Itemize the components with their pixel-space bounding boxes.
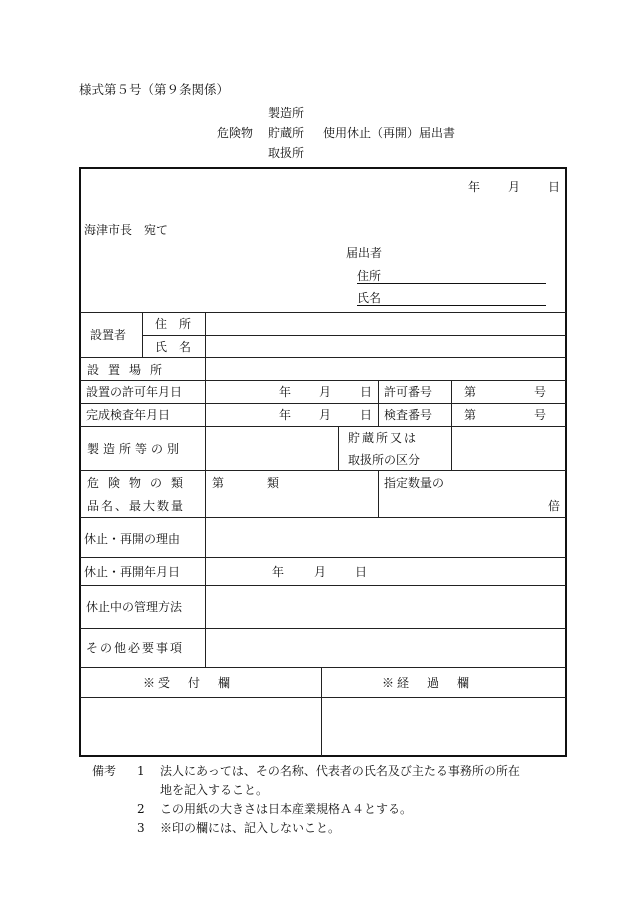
permit-number-label: 許可番号 (384, 385, 433, 399)
note-3: ※印の欄には、記入しないこと。 (160, 821, 341, 835)
hazmat-name-label: 品名、最大数量 (87, 499, 186, 513)
date-year: 年 (468, 180, 481, 194)
notifier-name-line[interactable] (357, 305, 546, 306)
reason-label: 休止・再開の理由 (84, 532, 181, 546)
row-divider (80, 403, 566, 404)
note-2-number: 2 (137, 802, 145, 816)
reason-field[interactable] (208, 521, 564, 554)
progress-header: ※経 過 欄 (382, 676, 473, 690)
col-divider (451, 380, 452, 470)
suspend-date-year: 年 (272, 565, 285, 579)
col-divider (378, 470, 379, 517)
col-divider (142, 312, 143, 357)
installer-label: 設置者 (90, 328, 127, 342)
suspend-date-label: 休止・再開年月日 (84, 565, 181, 579)
inspection-date-year: 年 (279, 408, 292, 422)
progress-box (324, 700, 564, 754)
notes-heading: 備考 (92, 764, 117, 778)
storage-class-field[interactable] (454, 430, 564, 466)
row-divider (80, 667, 566, 668)
other-label: その他必要事項 (86, 641, 185, 655)
row-divider (80, 585, 566, 586)
note-3-number: 3 (137, 821, 145, 835)
inspection-number-label: 検査番号 (384, 408, 433, 422)
note-1-number: 1 (137, 764, 145, 778)
permit-number-suffix: 号 (534, 385, 547, 399)
installer-name-field[interactable] (208, 338, 564, 355)
inspection-date-month: 月 (319, 408, 332, 422)
inspection-date-day: 日 (360, 408, 373, 422)
permit-date-year: 年 (279, 385, 292, 399)
note-1-line-1: 法人にあっては、その名称、代表者の氏名及び主たる事務所の所在 (160, 764, 520, 778)
reception-header: ※受 付 欄 (143, 676, 234, 690)
notifier-label: 届出者 (346, 246, 383, 260)
inspection-number-suffix: 号 (534, 408, 547, 422)
title-handling: 取扱所 (268, 146, 305, 160)
times-label: 倍 (548, 499, 561, 513)
facility-type-label: 製造所等の別 (87, 442, 184, 456)
permit-date-day: 日 (360, 385, 373, 399)
notifier-name-label: 氏名 (357, 291, 382, 305)
title-suffix: 使用休止（再開）届出書 (323, 126, 456, 140)
row-divider (80, 628, 566, 629)
row-divider (80, 557, 566, 558)
hazmat-class-label: 危険物の類 (87, 476, 193, 490)
hazmat-class-prefix: 第 (212, 476, 225, 490)
storage-class-label-1: 貯蔵所又は (348, 431, 419, 445)
installer-name-label: 氏 名 (155, 340, 192, 354)
location-field[interactable] (208, 361, 564, 378)
col-divider (338, 426, 339, 470)
note-2: この用紙の大きさは日本産業規格Ａ４とする。 (160, 802, 413, 816)
management-label: 休止中の管理方法 (86, 600, 183, 614)
row-divider (80, 517, 566, 518)
location-label: 設置場所 (87, 363, 172, 377)
permit-date-month: 月 (319, 385, 332, 399)
other-field[interactable] (208, 632, 564, 664)
installer-address-field[interactable] (208, 316, 564, 333)
col-divider (378, 380, 379, 426)
row-divider (80, 697, 566, 698)
addressee: 海津市長 宛て (84, 223, 169, 237)
row-divider (80, 470, 566, 471)
form-id: 様式第５号（第９条関係） (79, 82, 230, 97)
row-divider (80, 357, 566, 358)
notifier-address-label: 住所 (357, 269, 382, 283)
management-field[interactable] (208, 589, 564, 625)
permit-date-label: 設置の許可年月日 (86, 385, 183, 399)
suspend-date-month: 月 (314, 565, 327, 579)
col-divider (321, 667, 322, 756)
permit-number-prefix: 第 (464, 385, 477, 399)
note-1-line-2: 地を記入すること。 (160, 783, 269, 797)
row-divider (80, 312, 566, 313)
col-divider (205, 312, 206, 667)
date-month: 月 (508, 180, 521, 194)
facility-type-field[interactable] (208, 430, 335, 466)
hazmat-class-suffix: 類 (267, 476, 280, 490)
title-storage: 貯蔵所 (268, 126, 305, 140)
suspend-date-day: 日 (355, 565, 368, 579)
row-divider (80, 380, 566, 381)
title-prefix: 危険物 (217, 126, 254, 140)
title-manufacturing: 製造所 (268, 106, 305, 120)
storage-class-label-2: 取扱所の区分 (348, 453, 421, 467)
row-divider (80, 426, 566, 427)
notifier-address-line[interactable] (357, 283, 546, 284)
reception-box (82, 700, 319, 754)
date-day: 日 (548, 180, 561, 194)
designated-quantity-label: 指定数量の (384, 476, 445, 490)
inspection-date-label: 完成検査年月日 (86, 408, 171, 422)
installer-address-label: 住 所 (155, 317, 192, 331)
inspection-number-prefix: 第 (464, 408, 477, 422)
